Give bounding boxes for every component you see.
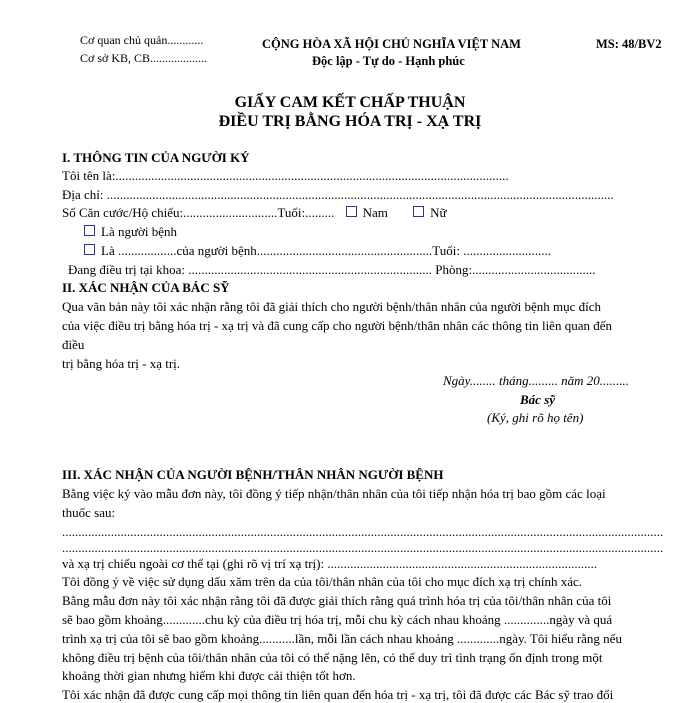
female-label: Nữ <box>430 205 447 220</box>
republic-heading: CỘNG HÒA XÃ HỘI CHỦ NGHĨA VIỆT NAM <box>262 37 521 51</box>
facility-line: Cơ sở KB, CB................... <box>80 51 208 65</box>
relative-option-row <box>84 243 551 259</box>
relative-checkbox[interactable] <box>84 244 95 255</box>
drug-list-dots-line2: ......................................................................................................................................................................................... <box>62 540 664 555</box>
doctor-statement-line1: Qua văn bản này tôi xác nhận rằng tôi đã giải thích cho người bệnh/thân nhân của người bệnh mục đích <box>62 299 602 314</box>
form-title-line2: ĐIỀU TRỊ BẰNG HÓA TRỊ - XẠ TRỊ <box>218 113 482 130</box>
info-confirm-line: Tôi xác nhận đã được cung cấp mọi thông tin liên quan đến hóa trị - xạ trị, tôi đã được các Bác sỹ trao đổi <box>62 687 614 702</box>
form-code: MS: 48/BV2 <box>596 37 662 51</box>
patient-option-row <box>84 224 177 240</box>
drug-list-dots-line1: ......................................................................................................................................................................................... <box>62 524 664 539</box>
doctor-statement-line4: trị bằng hóa trị - xạ trị. <box>62 356 181 371</box>
treatment-explain-line3: trình xạ trị của tôi sẽ bao gồm khoảng...........lần, mỗi lần cách nhau khoảng .............ngày. Tôi hiểu rằng nếu <box>62 631 622 646</box>
male-label: Nam <box>362 205 388 220</box>
id-age-field-line <box>62 205 447 221</box>
date-line: Ngày........ tháng......... năm 20......... <box>443 373 629 388</box>
doctor-statement-line2: của việc điều trị bằng hóa trị - xạ trị và đã cung cấp cho người bệnh/thân nhân các thông tin liên quan đến <box>62 318 612 333</box>
form-title-line1: GIẤY CAM KẾT CHẤP THUẬN <box>234 94 466 111</box>
signature-note: (Ký, ghi rõ họ tên) <box>487 410 584 425</box>
section3-heading: III. XÁC NHẬN CỦA NGƯỜI BỆNH/THÂN NHÂN NGƯỜI BỆNH <box>62 467 444 482</box>
department-field-line: Đang điều trị tại khoa: ........................................................................... Phòng:...................................... <box>68 262 596 277</box>
id-age-text: Số Căn cước/Hộ chiếu:.............................Tuổi:......... <box>62 205 335 220</box>
treatment-explain-line5: khoảng thời gian nhưng hiếm khi được cải thiện tốt hơn. <box>62 668 356 683</box>
section1-heading: I. THÔNG TIN CỦA NGƯỜI KÝ <box>62 150 250 165</box>
patient-consent-line2: thuốc sau: <box>62 505 116 520</box>
patient-checkbox[interactable] <box>84 225 95 236</box>
patient-option-label: Là người bệnh <box>101 224 178 239</box>
treatment-explain-line1: Bằng mẫu đơn này tôi xác nhận rằng tôi đã được giải thích rằng quá trình hóa trị của tôi/thân nhân của tôi <box>62 593 612 608</box>
relative-option-label: Là ..................của người bệnh......................................................Tuổi: ........................... <box>101 243 552 258</box>
tattoo-consent-line: Tôi đồng ý về việc sử dụng dấu xăm trên da của tôi/thân nhân của tôi cho mục đích xạ trị chính xác. <box>62 574 583 589</box>
doctor-statement-line3: điều <box>62 337 85 352</box>
name-field-line: Tôi tên là:......................................................................................................................... <box>62 168 509 183</box>
treatment-explain-line2: sẽ bao gồm khoảng.............chu kỳ của điều trị hóa trị, mỗi chu kỳ cách nhau khoảng ..............ngày và quá <box>62 612 613 627</box>
female-checkbox[interactable] <box>413 206 424 217</box>
male-checkbox[interactable] <box>346 206 357 217</box>
section2-heading: II. XÁC NHẬN CỦA BÁC SỸ <box>62 280 230 295</box>
doctor-label: Bác sỹ <box>520 392 556 407</box>
agency-line: Cơ quan chủ quản............ <box>80 33 204 47</box>
treatment-explain-line4: không điều trị bệnh của tôi/thân nhân của tôi có thể nặng lên, có thể duy trì tình trạng ổn định trong một <box>62 650 603 665</box>
national-motto: Độc lập - Tự do - Hạnh phúc <box>312 54 465 68</box>
patient-consent-line1: Bằng việc ký vào mẫu đơn này, tôi đồng ý tiếp nhận/thân nhân của tôi tiếp nhận hóa trị bao gồm các loại <box>62 486 606 501</box>
address-field-line: Địa chỉ: ............................................................................................................................................................ <box>62 187 614 202</box>
radiation-site-line: và xạ trị chiếu ngoài cơ thể tại (ghi rõ vị trí xạ trị): ................................................................................... <box>62 556 598 571</box>
